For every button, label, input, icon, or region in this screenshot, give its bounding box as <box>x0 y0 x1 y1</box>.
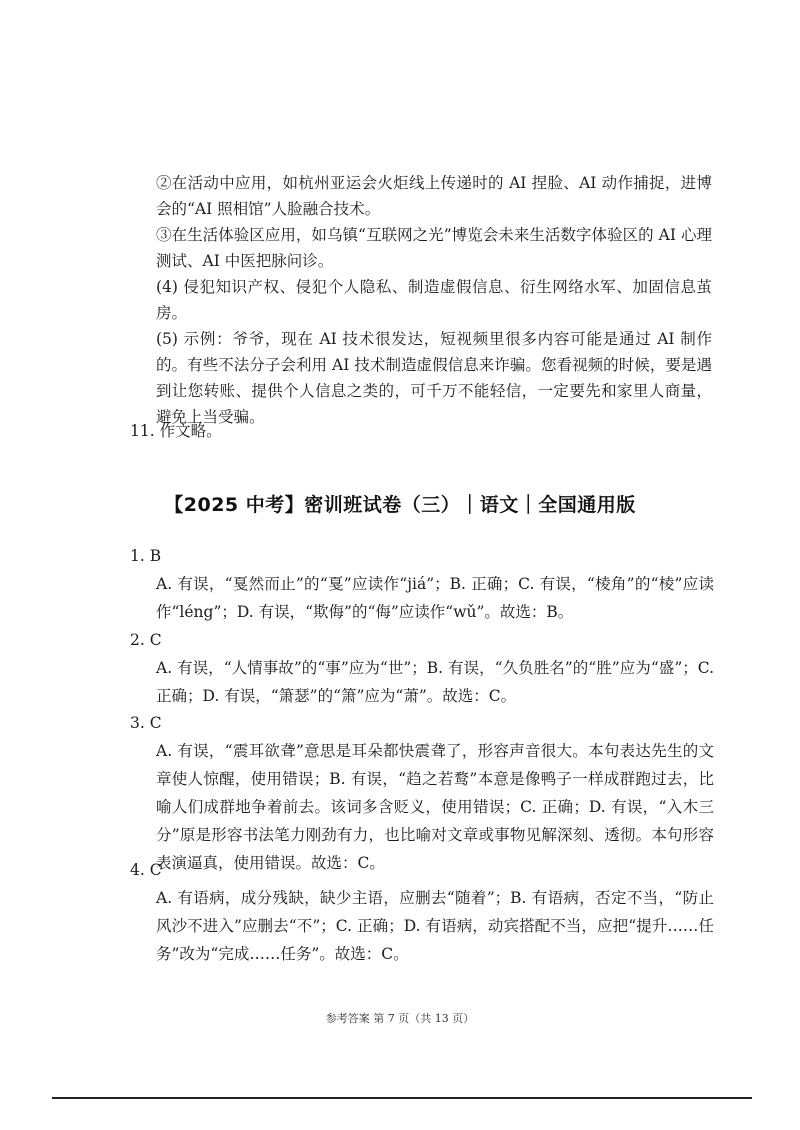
bottom-rule <box>52 1097 752 1099</box>
answer-number: 3. C <box>130 714 162 732</box>
answer-paragraph: (5) 示例：爷爷，现在 AI 技术很发达，短视频里很多内容可能是通过 AI 制作的。有些不法分子会利用 AI 技术制造虚假信息来诈骗。您看视频的时候，要是遇到让您转账、提供个人信息之类的，可千万不能轻信，一定要先和家里人商量，避免上当受骗。 <box>156 330 712 426</box>
answer-item <box>130 628 714 710</box>
answer-explanation: A. 有语病，成分残缺，缺少主语，应删去“随着”；B. 有语病，否定不当，“防止风沙不进入”应删去“不”；C. 正确；D. 有语病，动宾搭配不当，应把“提升……任务”改为“完成……任务”。故选：C。 <box>156 889 714 963</box>
question-11-answer: 11. 作文略。 <box>130 422 222 440</box>
answer-paragraph: ②在活动中应用，如杭州亚运会火炬线上传递时的 AI 捏脸、AI 动作捕捉，进博会的“AI 照相馆”人脸融合技术。 <box>156 174 712 218</box>
answer-paragraph: ③在生活体验区应用，如乌镇“互联网之光”博览会未来生活数字体验区的 AI 心理测试、AI 中医把脉问诊。 <box>156 226 712 270</box>
answer-explanation: A. 有误，“人情事故”的“事”应为“世”；B. 有误，“久负胜名”的“胜”应为“盛”；C. 正确；D. 有误，“箫瑟”的“箫”应为“萧”。故选：C。 <box>156 659 714 705</box>
answer-number: 2. C <box>130 631 162 649</box>
answer-item <box>130 544 714 626</box>
answer-explanation: A. 有误，“戛然而止”的“戛”应读作“jiá”；B. 正确；C. 有误，“棱角”的“棱”应读作“léng”；D. 有误，“欺侮”的“侮”应读作“wǔ”。故选：B。 <box>156 575 714 621</box>
answer-explanation: A. 有误，“震耳欲聋”意思是耳朵都快震聋了，形容声音很大。本句表达先生的文章使人惊醒，使用错误；B. 有误，“趋之若鹜”本意是像鸭子一样成群跑过去，比喻人们成群地争着前去。该词多含贬义，使用错误；C. 正确；D. 有误，“入木三分”原是形容书法笔力刚劲有力，也比喻对文章或事物见解深刻、透彻。本句形容表演逼真，使用错误。故选：C。 <box>156 742 714 872</box>
answer-number: 1. B <box>130 547 162 565</box>
answer-number: 4. C <box>130 861 162 879</box>
page-footer: 参考答案 第 7 页（共 13 页） <box>325 1012 475 1025</box>
answer-item <box>130 858 714 968</box>
section-title: 【2025 中考】密训班试卷（三）｜语文｜全国通用版 <box>164 494 636 516</box>
answer-paragraph: (4) 侵犯知识产权、侵犯个人隐私、制造虚假信息、衍生网络水军、加固信息茧房。 <box>156 278 712 322</box>
answer-item <box>130 711 714 877</box>
previous-answers <box>156 170 712 430</box>
